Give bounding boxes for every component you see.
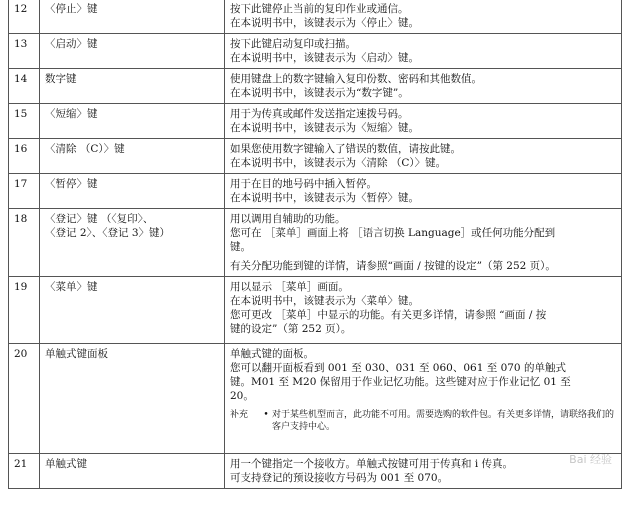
description-line: 在本说明书中，该键表示为〈暂停〉键。 <box>230 192 419 204</box>
row-number: 20 <box>9 344 40 454</box>
key-name-line: 数字键 <box>45 73 77 85</box>
description-line: 您可更改 ［菜单］中显示的功能。有关更多详情，请参照 “画面 / 按 <box>230 309 547 321</box>
key-name-line: 〈菜单〉键 <box>45 281 98 293</box>
key-name <box>40 209 225 277</box>
key-name <box>40 104 225 139</box>
table-row <box>9 209 622 277</box>
key-name-line: 单触式键面板 <box>45 348 108 360</box>
key-name-line: 〈启动〉键 <box>45 38 98 50</box>
supplement-note <box>230 409 616 433</box>
description-extra: 有关分配功能到键的详情，请参照“画面 / 按键的设定”（第 252 页）。 <box>230 260 556 272</box>
description-line: 在本说明书中，该键表示为〈启动〉键。 <box>230 52 419 64</box>
description-line: 在本说明书中，该键表示为〈清除 （C）〉键。 <box>230 157 447 169</box>
row-number: 13 <box>9 34 40 69</box>
description-line: 使用键盘上的数字键输入复印份数、密码和其他数值。 <box>230 73 482 85</box>
row-number: 21 <box>9 454 40 489</box>
description-line: 键。 <box>230 241 251 253</box>
table-row <box>9 277 622 344</box>
table-row <box>9 34 622 69</box>
row-number: 18 <box>9 209 40 277</box>
table-row <box>9 69 622 104</box>
key-description <box>225 174 622 209</box>
key-name-line: 〈登记 2〉、〈登记 3〉键） <box>45 227 171 239</box>
key-description <box>225 209 622 277</box>
row-number: 12 <box>9 0 40 34</box>
row-number: 15 <box>9 104 40 139</box>
description-line: 20。 <box>230 390 254 402</box>
key-name <box>40 454 225 489</box>
key-description-table <box>8 0 622 489</box>
description-line: 您可在 ［菜单］画面上将 ［语言切换 Language］或任何功能分配到 <box>230 227 556 239</box>
key-name-line: 单触式键 <box>45 458 87 470</box>
description-line: 用以调用自辅助的功能。 <box>230 213 346 225</box>
description-line: 按下此键启动复印或扫描。 <box>230 38 356 50</box>
key-description <box>225 69 622 104</box>
row-number: 16 <box>9 139 40 174</box>
description-line: 用以显示 ［菜单］画面。 <box>230 281 349 293</box>
description-line: 您可以翻开面板看到 001 至 030、031 至 060、061 至 070 的单触式 <box>230 362 566 374</box>
table-row <box>9 174 622 209</box>
description-line: 单触式键的面板。 <box>230 348 314 360</box>
key-name-line: 〈停止〉键 <box>45 3 98 15</box>
description-line: 可支持登记的预设接收方号码为 001 至 070。 <box>230 472 449 484</box>
key-description <box>225 139 622 174</box>
description-line: 在本说明书中，该键表示为〈短缩〉键。 <box>230 122 419 134</box>
key-description <box>225 277 622 344</box>
key-description <box>225 34 622 69</box>
row-number: 14 <box>9 69 40 104</box>
key-name <box>40 0 225 34</box>
row-number: 17 <box>9 174 40 209</box>
description-line: 用一个键指定一个接收方。单触式按键可用于传真和 i 传真。 <box>230 458 514 470</box>
description-line: 键的设定”（第 252 页）。 <box>230 323 352 335</box>
table-row <box>9 454 622 489</box>
supplement-label: 补充 <box>230 410 249 420</box>
table-row <box>9 139 622 174</box>
key-name <box>40 34 225 69</box>
key-name-line: 〈短缩〉键 <box>45 108 98 120</box>
key-name <box>40 174 225 209</box>
description-line: 键。M01 至 M20 保留用于作业记忆功能。这些键对应于作业记忆 01 至 <box>230 376 571 388</box>
bullet-icon: • <box>263 410 269 420</box>
description-line: 如果您使用数字键输入了错误的数值，请按此键。 <box>230 143 461 155</box>
description-line: 用于为传真或邮件发送指定速拨号码。 <box>230 108 409 120</box>
key-description <box>225 454 622 489</box>
table-row <box>9 344 622 454</box>
key-description <box>225 344 622 454</box>
key-description <box>225 104 622 139</box>
key-name-line: 〈暂停〉键 <box>45 178 98 190</box>
description-line: 用于在目的地号码中插入暂停。 <box>230 178 377 190</box>
description-line: 按下此键停止当前的复印作业或通信。 <box>230 3 409 15</box>
key-name <box>40 69 225 104</box>
supplement-text: 对于某些机型而言，此功能不可用。需要选购的软件包。有关更多详情，请联络我们的客户支持中心。 <box>272 410 615 432</box>
description-line: 在本说明书中，该键表示为“数字键”。 <box>230 87 409 99</box>
key-name <box>40 277 225 344</box>
row-number: 19 <box>9 277 40 344</box>
key-description <box>225 0 622 34</box>
watermark: Bai 经验 <box>569 453 612 466</box>
table-row <box>9 0 622 34</box>
key-name <box>40 139 225 174</box>
table-row <box>9 104 622 139</box>
description-line: 在本说明书中，该键表示为〈菜单〉键。 <box>230 295 419 307</box>
key-name-line: 〈清除 （C）〉键 <box>45 143 125 155</box>
key-name <box>40 344 225 454</box>
key-name-line: 〈登记〉键 （〈复印〉、 <box>45 213 154 225</box>
description-line: 在本说明书中，该键表示为〈停止〉键。 <box>230 17 419 29</box>
table-body <box>9 0 622 489</box>
